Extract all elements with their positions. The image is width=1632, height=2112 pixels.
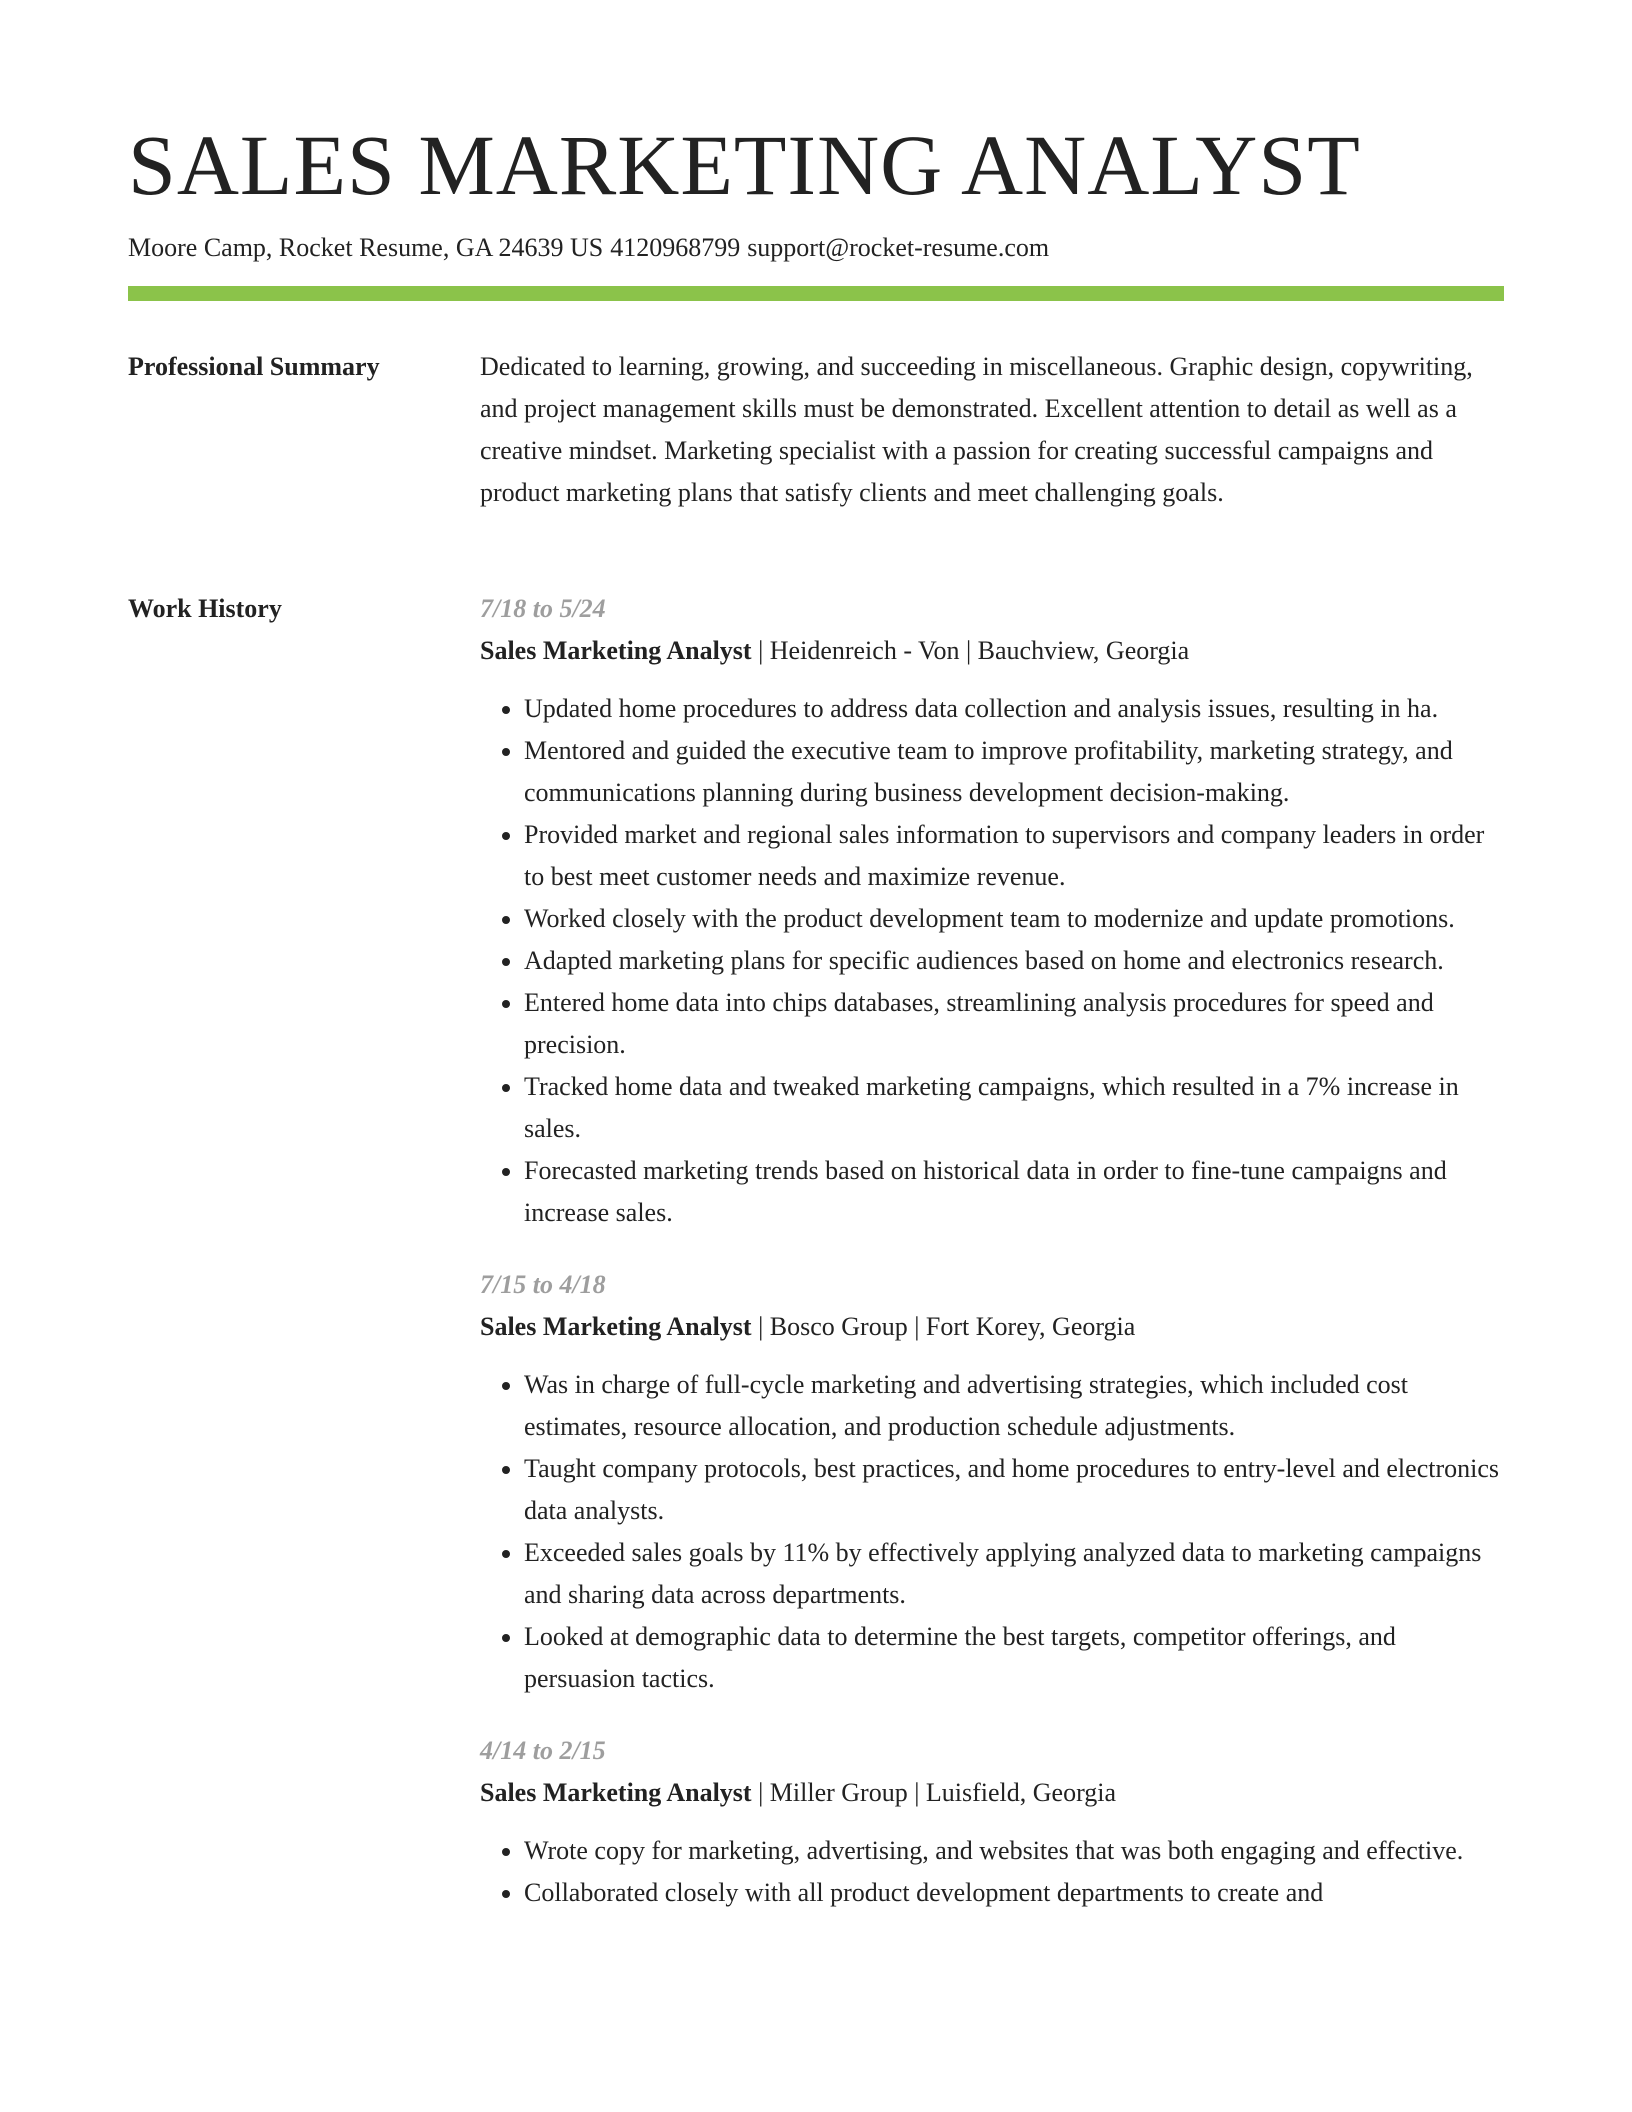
contact-email: support@rocket-resume.com (747, 233, 1050, 262)
job-bullet: • Mentored and guided the executive team to improve profitability, marketing strategy, and communications planning during business development decision-making. (524, 730, 1504, 814)
job-entry (480, 1730, 1504, 1914)
job-bullet: • Forecasted marketing trends based on historical data in order to fine-tune campaigns and increase sales. (524, 1150, 1504, 1234)
resume-name-heading: SALES MARKETING ANALYST (128, 117, 1361, 213)
job-bullet: • Exceeded sales goals by 11% by effectively applying analyzed data to marketing campaigns and sharing data across departments. (524, 1532, 1504, 1616)
job-dates: 7/18 to 5/24 (480, 594, 606, 623)
job-company-location: | Heidenreich - Von | Bauchview, Georgia (751, 636, 1190, 665)
contact-phone: 4120968799 (610, 233, 741, 262)
summary-body (480, 346, 1504, 514)
summary-text: Dedicated to learning, growing, and succeeding in miscellaneous. Graphic design, copywriting, and project management skills must be demonstrated. Excellent attention to detail as well as a creative mindset. Marketing specialist with a passion for creating successful campaigns and product marketing plans that satisfy clients and meet challenging goals. (480, 352, 1473, 507)
job-bullet: • Wrote copy for marketing, advertising, and websites that was both engaging and effective. (524, 1830, 1504, 1872)
job-dates: 7/15 to 4/18 (480, 1270, 606, 1299)
job-title-line (480, 630, 1504, 672)
job-bullet: • Entered home data into chips databases, streamlining analysis procedures for speed and precision. (524, 982, 1504, 1066)
job-bullet: • Provided market and regional sales information to supervisors and company leaders in order to best meet customer needs and maximize revenue. (524, 814, 1504, 898)
job-bullet: • Worked closely with the product development team to modernize and update promotions. (524, 898, 1504, 940)
job-title: Sales Marketing Analyst (480, 1312, 752, 1341)
job-bullet: • Adapted marketing plans for specific audiences based on home and electronics research. (524, 940, 1504, 982)
job-title: Sales Marketing Analyst (480, 636, 752, 665)
job-bullet: • Tracked home data and tweaked marketing campaigns, which resulted in a 7% increase in sales. (524, 1066, 1504, 1150)
contact-line (128, 230, 1049, 266)
job-company-location: | Bosco Group | Fort Korey, Georgia (751, 1312, 1136, 1341)
work-history-body (480, 588, 1504, 1944)
contact-address: Moore Camp, Rocket Resume, GA 24639 US (128, 233, 604, 262)
job-title: Sales Marketing Analyst (480, 1778, 752, 1807)
header-accent-rule (128, 286, 1504, 301)
job-bullet: • Updated home procedures to address data collection and analysis issues, resulting in ha. (524, 688, 1504, 730)
job-title-line (480, 1772, 1504, 1814)
job-company-location: | Miller Group | Luisfield, Georgia (751, 1778, 1117, 1807)
job-bullet: • Collaborated closely with all product development departments to create and (524, 1872, 1504, 1914)
job-bullet-list (480, 1364, 1504, 1700)
job-bullet: • Was in charge of full-cycle marketing and advertising strategies, which included cost estimates, resource allocation, and production schedule adjustments. (524, 1364, 1504, 1448)
job-bullet-list (480, 688, 1504, 1234)
job-entry (480, 1264, 1504, 1700)
job-bullet: • Taught company protocols, best practices, and home procedures to entry-level and electronics data analysts. (524, 1448, 1504, 1532)
job-dates: 4/14 to 2/15 (480, 1736, 606, 1765)
work-history-label: Work History (128, 594, 282, 623)
job-bullet-list (480, 1830, 1504, 1914)
job-title-line (480, 1306, 1504, 1348)
summary-label: Professional Summary (128, 352, 380, 381)
job-bullet: • Looked at demographic data to determine the best targets, competitor offerings, and persuasion tactics. (524, 1616, 1504, 1700)
job-entry (480, 588, 1504, 1234)
